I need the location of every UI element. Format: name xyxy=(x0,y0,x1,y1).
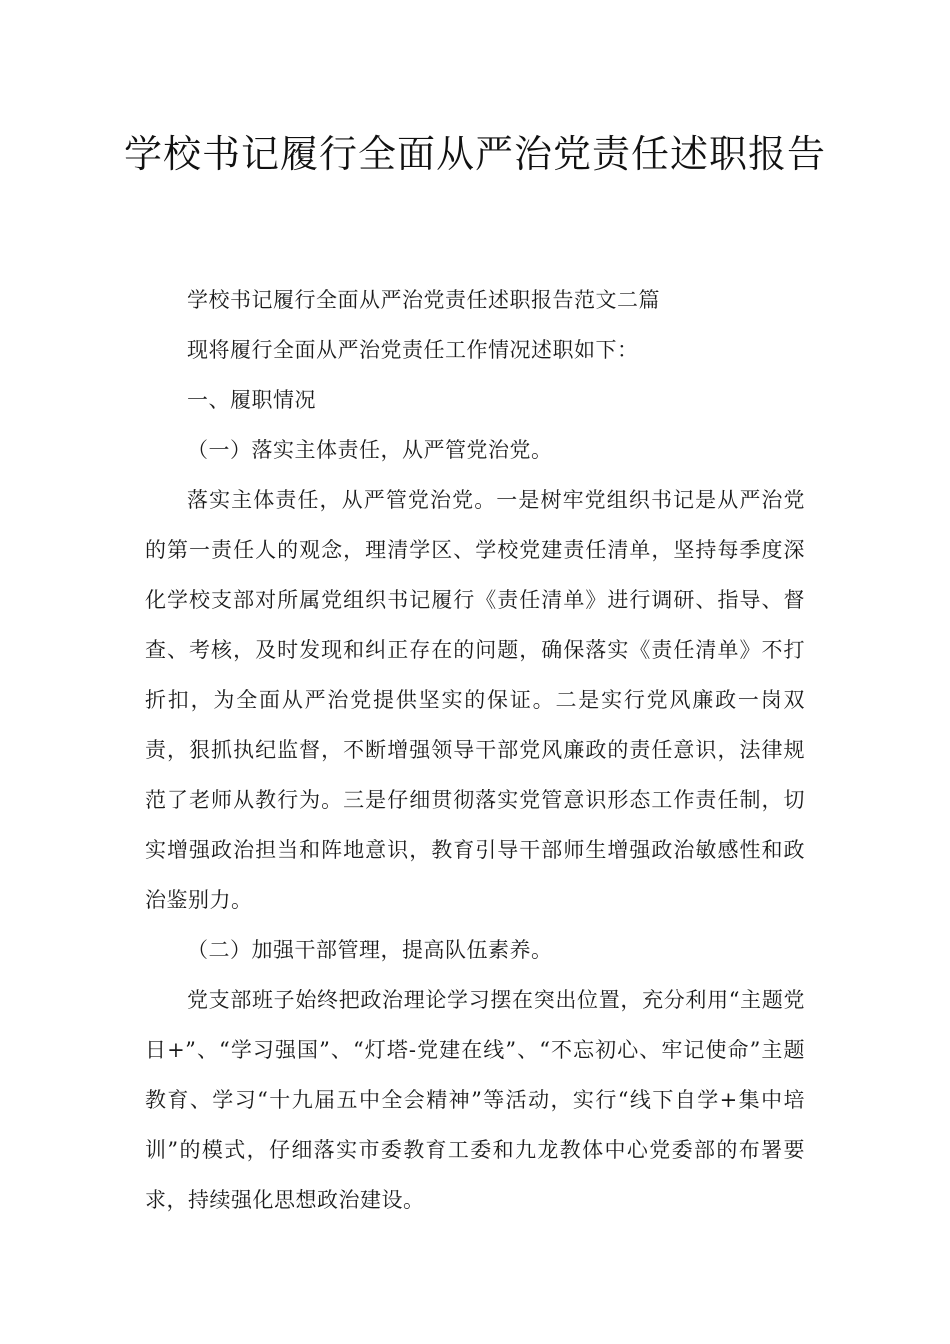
subsection-heading-1: （一）落实主体责任，从严管党治党。 xyxy=(187,438,553,462)
subsection-heading-2: （二）加强干部管理，提高队伍素养。 xyxy=(187,938,553,962)
paragraph-intro: 现将履行全面从严治党责任工作情况述职如下： xyxy=(187,338,639,362)
paragraph-body-2: 党支部班子始终把政治理论学习摆在突出位置，充分利用“主题党日+”、“学习强国”、“灯塔-党建在线”、“不忘初心、牢记使命”主题教育、学习“十九届五中全会精神”等活动，实行“线下自学+集中培训”的模式，仔细落实市委教育工委和九龙教体中心党委部的布署要求，持续强化思想政治建设。 xyxy=(145,988,805,1212)
document-title: 学校书记履行全面从严治党责任述职报告 xyxy=(123,132,826,176)
section-heading-1: 一、履职情况 xyxy=(187,388,316,412)
document-body xyxy=(145,275,805,1225)
paragraph-body-1: 落实主体责任，从严管党治党。一是树牢党组织书记是从严治党的第一责任人的观念，理清学区、学校党建责任清单，坚持每季度深化学校支部对所属党组织书记履行《责任清单》进行调研、指导、督查、考核，及时发现和纠正存在的问题，确保落实《责任清单》不打折扣，为全面从严治党提供坚实的保证。二是实行党风廉政一岗双责，狠抓执纪监督，不断增强领导干部党风廉政的责任意识，法律规范了老师从教行为。三是仔细贯彻落实党管意识形态工作责任制，切实增强政治担当和阵地意识，教育引导干部师生增强政治敏感性和政治鉴别力。 xyxy=(145,488,805,912)
paragraph-subtitle: 学校书记履行全面从严治党责任述职报告范文二篇 xyxy=(187,288,660,312)
